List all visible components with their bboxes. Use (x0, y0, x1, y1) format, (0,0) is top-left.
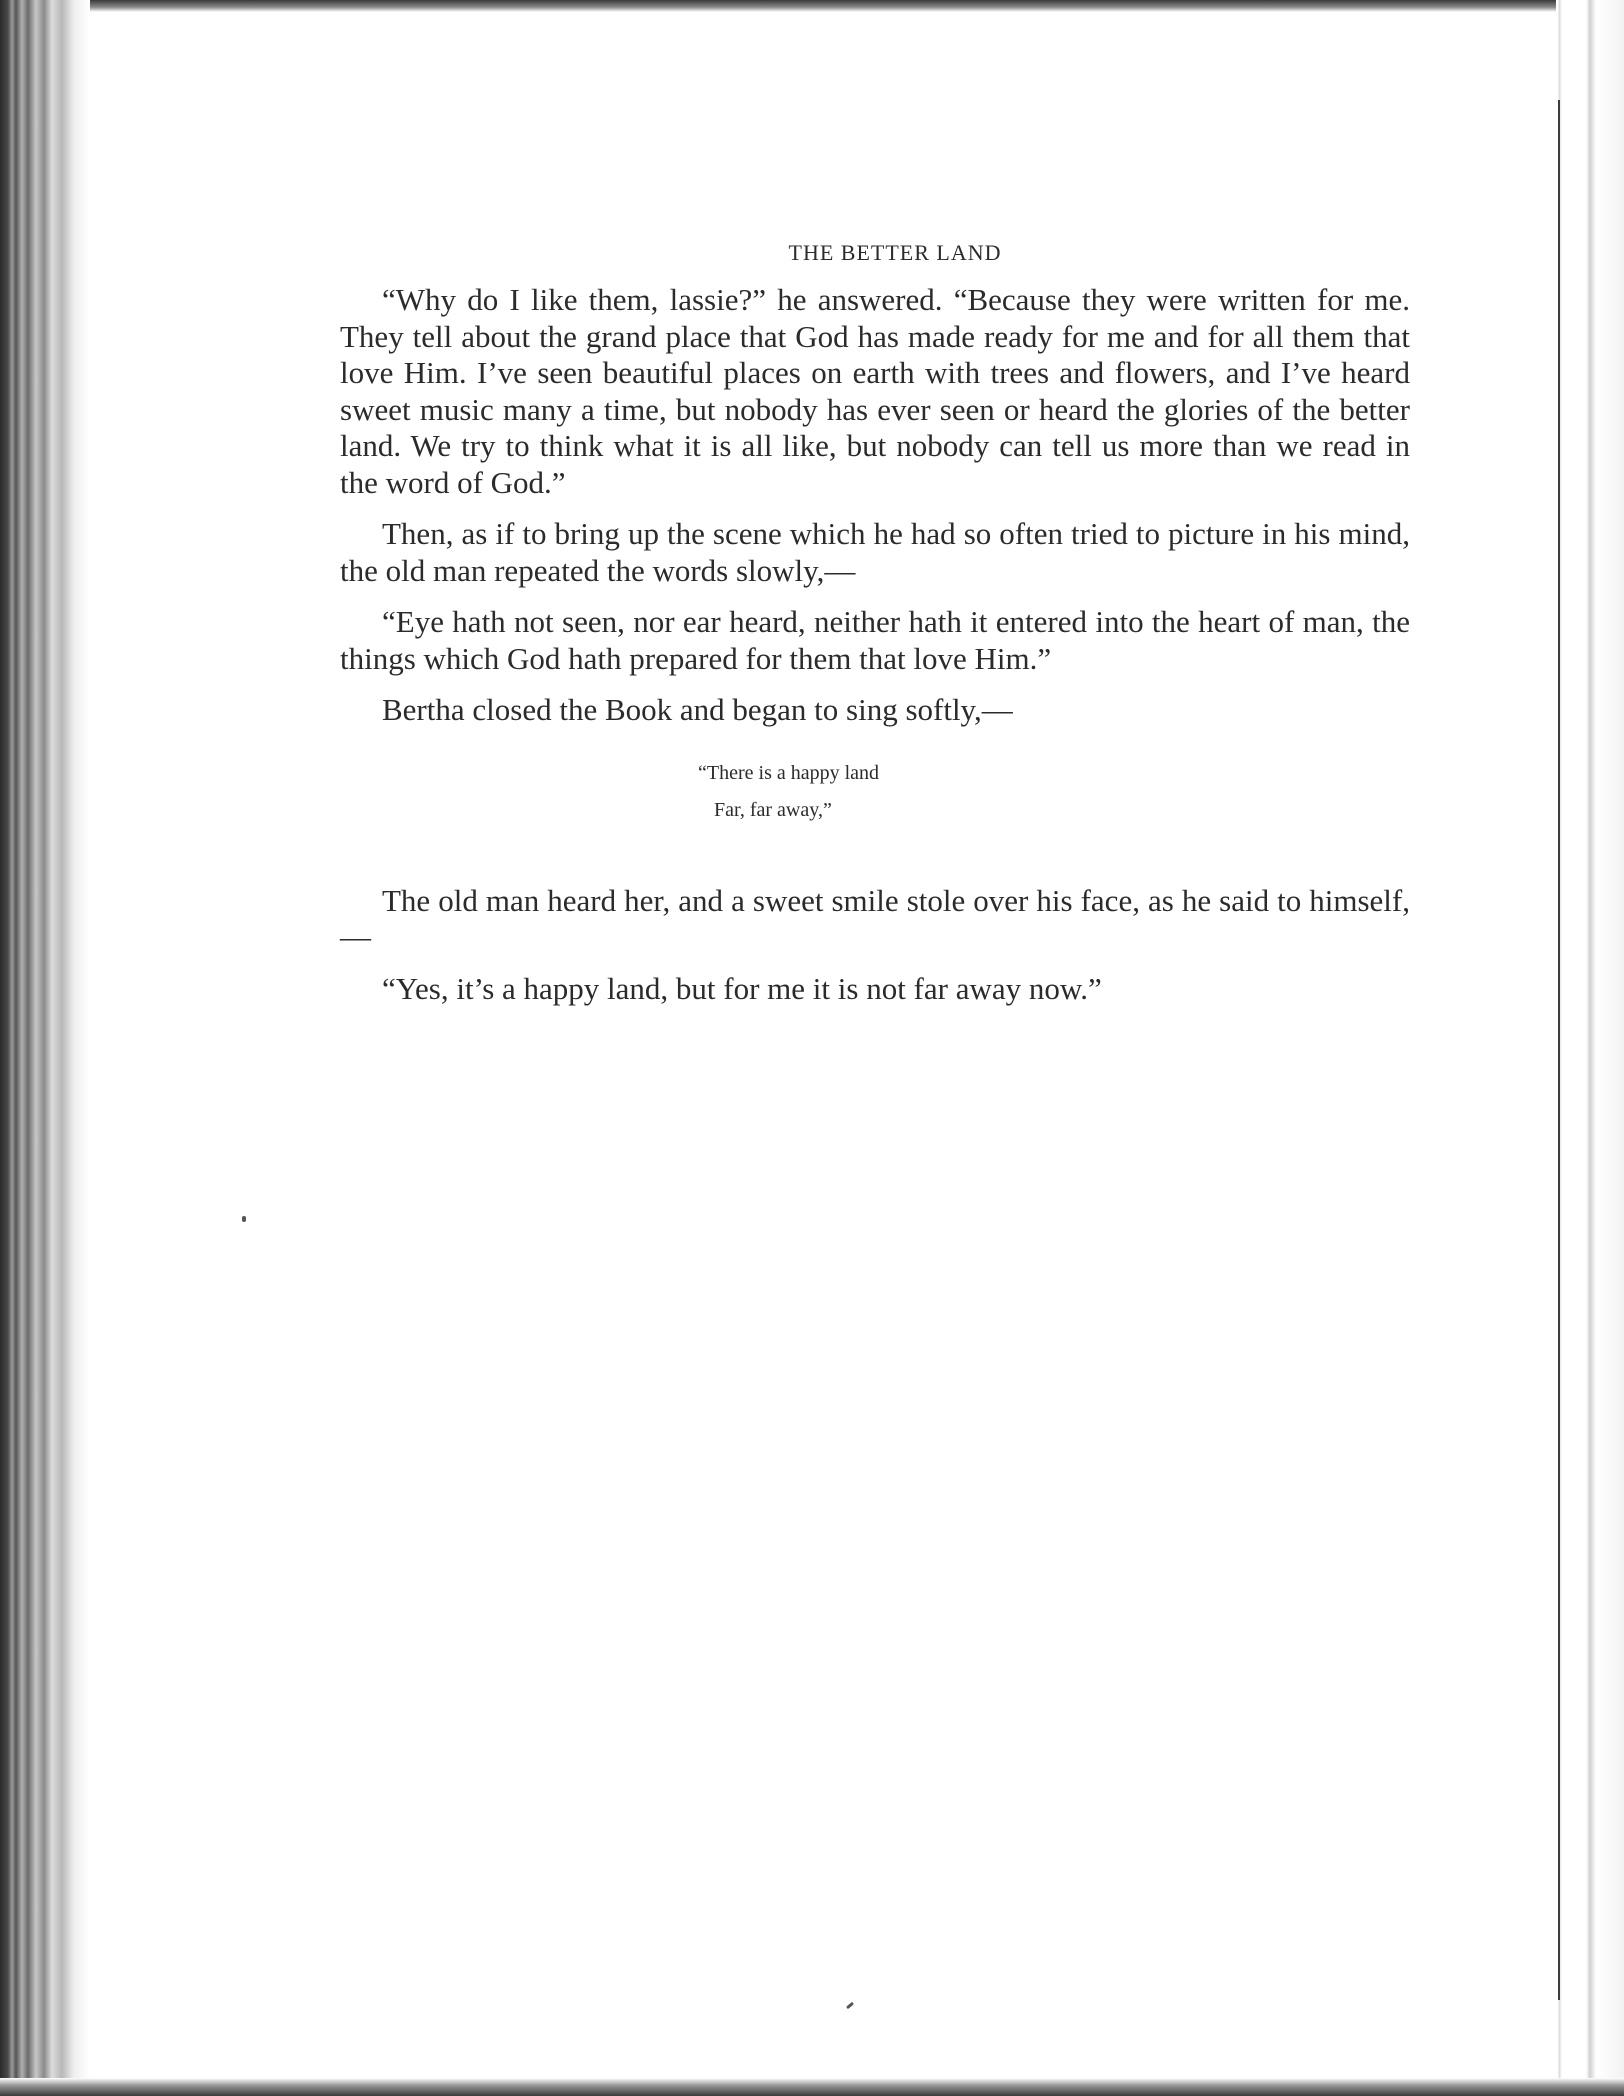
poem-quote (340, 755, 1410, 829)
poem-line: “There is a happy land (698, 761, 880, 784)
page-text-block (340, 240, 1410, 1022)
paragraph: “Eye hath not seen, nor ear heard, neither hath it entered into the heart of man, the things which God hath prepared for them that love Him.” (340, 604, 1410, 676)
running-head: THE BETTER LAND (788, 240, 1002, 265)
paragraph: The old man heard her, and a sweet smile stole over his face, as he said to himself,— (340, 882, 1410, 954)
right-edge-line (1558, 100, 1560, 2000)
paragraph: “Yes, it’s a happy land, but for me it is not far away now.” (382, 970, 1102, 1006)
right-page-edge (1556, 0, 1624, 2096)
paragraph: Bertha closed the Book and began to sing softly,— (382, 692, 1013, 727)
paragraph: Then, as if to bring up the scene which he had so often tried to picture in his mind, the old man repeated the words slowly,— (340, 516, 1410, 588)
book-spine-edge (0, 0, 90, 2096)
ink-speck (846, 2002, 854, 2009)
ink-speck (242, 1216, 246, 1222)
paragraph: “Why do I like them, lassie?” he answered. “Because they were written for me. They tell about the grand place that God has made ready for me and for all them that love Him. I’ve seen beautiful places on earth with trees and flowers, and I’ve heard sweet music many a time, but nobody has ever seen or heard the glories of the better land. We try to think what it is all like, but nobody can tell us more than we read in the word of God.” (340, 282, 1410, 500)
top-page-edge (0, 0, 1624, 12)
poem-line: Far, far away,” (714, 798, 832, 821)
bottom-page-edge (0, 2078, 1624, 2096)
